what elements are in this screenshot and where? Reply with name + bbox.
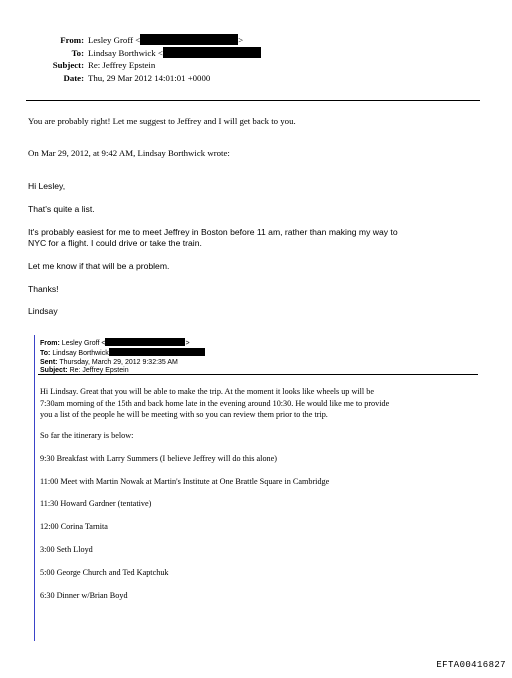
itinerary-item: 9:30 Breakfast with Larry Summers (I believe Jeffrey will do this alone) [40,454,277,463]
redaction-box [109,348,205,356]
header-divider [26,100,480,101]
itinerary-item: 3:00 Seth Lloyd [40,545,93,554]
itinerary-intro: So far the itinerary is below: [40,431,134,440]
inner-sent-row: Sent: Thursday, March 29, 2012 9:32:35 AM [40,358,178,366]
quote-intro: On Mar 29, 2012, at 9:42 AM, Lindsay Borthwick wrote: [28,148,230,158]
lindsay-greeting: Hi Lesley, [28,181,66,191]
lesley-line: 7:30am morning of the 15th and back home late in the evening around 10:30. He would like me to provide [40,398,390,408]
lesley-line: Hi Lindsay. Great that you will be able to make the trip. At the moment it looks like wheels up will be [40,387,374,396]
lindsay-line: Let me know if that will be a problem. [28,261,170,271]
subject-label: Subject: [52,60,84,70]
inner-from-row: From: Lesley Groff < > [40,340,190,347]
lindsay-line: NYC for a flight. I could drive or take the train. [28,238,202,248]
document-id: EFTA00416827 [436,660,506,670]
redaction-box [105,338,185,346]
inner-email-header [40,338,205,375]
header-from-row [0,34,512,47]
lesley-line: you a list of the people he will be meeting with so you can review them prior to the trip. [40,410,328,419]
subject-value: Re: Jeffrey Epstein [88,60,156,70]
date-label: Date: [63,72,84,83]
header-date-row [0,72,512,85]
email-header [0,34,512,84]
inner-subject-row: Subject: Re: Jeffrey Epstein [40,366,129,374]
inner-to-row: To: Lindsay Borthwick [40,348,205,358]
date-value: Thu, 29 Mar 2012 14:01:01 +0000 [88,72,211,83]
lindsay-signature: Lindsay [28,306,58,316]
inner-header-divider [38,374,478,375]
lindsay-line: Thanks! [28,284,59,294]
redaction-box [163,47,261,58]
from-value: Lesley Groff < > [88,35,244,45]
from-label: From: [60,35,84,45]
lesley-message [40,386,486,421]
header-to-row [0,47,512,60]
itinerary-item: 6:30 Dinner w/Brian Boyd [40,591,128,600]
to-value: Lindsay Borthwick < [88,47,261,60]
to-label: To: [71,47,84,58]
reply-text: You are probably right! Let me suggest to Jeffrey and I will get back to you. [28,116,296,126]
itinerary-item: 11:00 Meet with Martin Nowak at Martin's Institute at One Brattle Square in Cambridge [40,477,330,486]
itinerary-item: 12:00 Corina Tarnita [40,522,108,531]
header-subject-row [0,59,512,72]
redaction-box [140,34,238,45]
lindsay-line: It's probably easiest for me to meet Jeffrey in Boston before 11 am, rather than making my way to [28,227,398,237]
itinerary-item: 11:30 Howard Gardner (tentative) [40,499,152,508]
quote-bar [34,335,35,641]
itinerary-item: 5:00 George Church and Ted Kaptchuk [40,568,169,577]
lindsay-line: That's quite a list. [28,204,95,214]
